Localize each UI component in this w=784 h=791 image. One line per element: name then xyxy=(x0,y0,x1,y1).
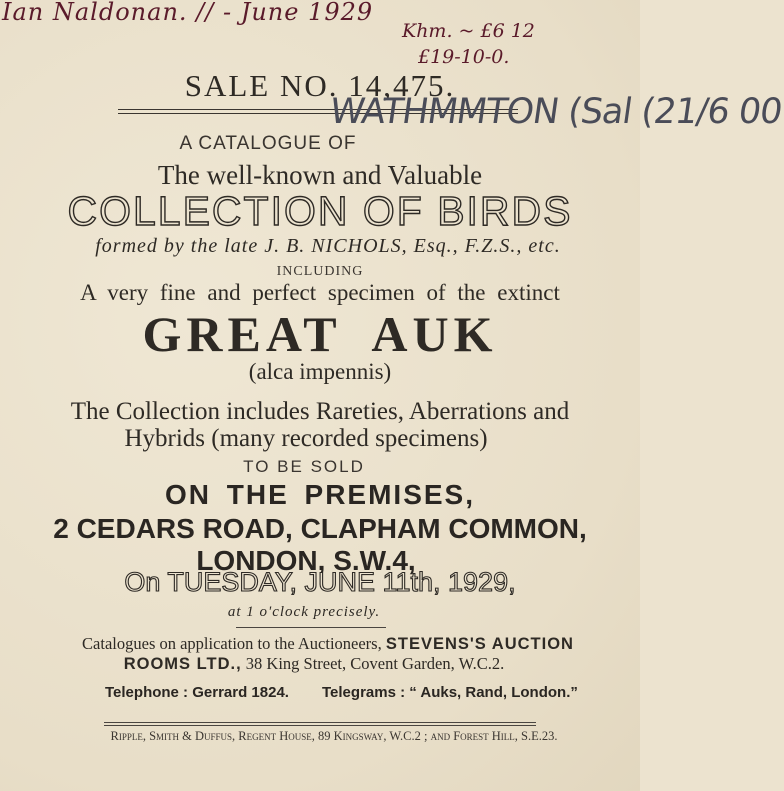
extinct-specimen-line: A very fine and perfect specimen of the extinct xyxy=(80,280,560,305)
auctioneer-name: STEVENS'S AUCTION xyxy=(385,635,574,653)
well-known-line: The well-known and Valuable xyxy=(157,160,483,190)
telegrams-address: Telegrams : “ Auks, Rand, London.” xyxy=(322,684,578,701)
sale-result-stamp: WATHMMTON (Sal (21/6 00 xyxy=(327,92,784,132)
collection-includes-line1: The Collection includes Rareties, Aberrations and xyxy=(70,398,570,425)
auctioneer-address: 38 King Street, Covent Garden, W.C.2. xyxy=(245,654,505,673)
on-the-premises: ON THE PREMISES, xyxy=(164,479,476,510)
printer-imprint: Ripple, Smith & Duffus, Regent House, 89 Kingsway, W.C.2 ; and Forest Hill, S.E.23. xyxy=(110,729,558,743)
catalogues-line xyxy=(8,634,648,654)
collection-includes-line2: Hybrids (many recorded specimens) xyxy=(124,425,488,452)
address-line-1: 2 CEDARS ROAD, CLAPHAM COMMON, xyxy=(53,513,587,544)
collection-of-birds-title: COLLECTION OF BIRDS xyxy=(67,188,573,234)
formed-by-line: formed by the late J. B. NICHOLS, Esq., F.Z.S., etc. xyxy=(95,235,561,257)
auctioneer-rooms-line xyxy=(0,654,634,674)
sale-number: SALE NO. 14,475. xyxy=(184,68,456,103)
latin-name: (alca impennis) xyxy=(248,359,392,384)
footer-divider xyxy=(104,722,536,723)
to-be-sold-label: TO BE SOLD xyxy=(243,457,365,476)
telephone-number: Telephone : Gerrard 1824. xyxy=(105,684,289,701)
address-line-2: LONDON, S.W.4, xyxy=(196,545,416,576)
handwritten-price: £19-10-0. xyxy=(418,46,510,68)
sale-date: On TUESDAY, JUNE 11th, 1929, xyxy=(124,567,516,597)
great-auk-title: GREAT AUK xyxy=(142,306,498,362)
catalogues-prefix: Catalogues on application to the Auctioneers, xyxy=(82,634,382,653)
body-divider xyxy=(236,627,386,628)
including-label: INCLUDING xyxy=(276,264,364,279)
handwritten-note-top-right: Khm. ~ £6 12 xyxy=(402,20,535,42)
handwritten-note-top-left: Ian Naldonan. // - June 1929 xyxy=(2,0,374,26)
sale-time: at 1 o'clock precisely. xyxy=(227,604,381,620)
footer-divider-double xyxy=(104,725,536,726)
auctioneer-rooms: ROOMS LTD., xyxy=(123,655,242,673)
catalogue-of-heading: A CATALOGUE OF xyxy=(179,133,357,154)
